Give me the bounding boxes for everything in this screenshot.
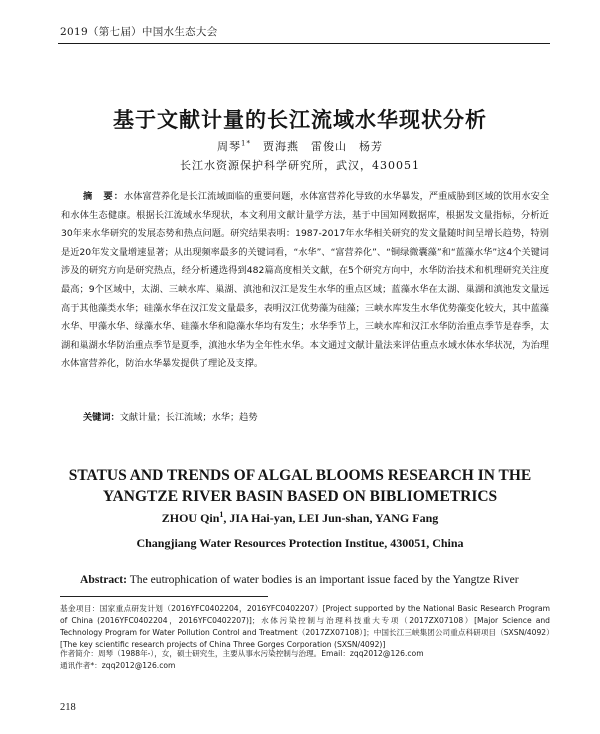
abstract-text-en: The eutrophication of water bodies is an important issue faced by the Yangtze River: [127, 573, 519, 586]
keywords-chinese: [61, 409, 549, 423]
footnote-author-bio: 作者简介：周琴（1988年-），女，硕士研究生，主要从事水污染控制与治理。Email：zqq2012@126.com: [60, 649, 424, 658]
affiliation-english: Changjiang Water Resources Protection Institue, 430051, China: [136, 536, 464, 550]
footnote-rule: [60, 596, 268, 597]
running-head: 2019（第七届）中国水生态大会: [60, 26, 218, 38]
keywords-label-cn: 关键词：: [83, 412, 120, 423]
title-chinese: 基于文献计量的长江流域水华现状分析: [113, 108, 487, 132]
authors-english: [0, 510, 600, 526]
title-english: [0, 466, 600, 507]
abstract-chinese: [61, 188, 549, 374]
title-en-line-1: STATUS AND TRENDS OF ALGAL BLOOMS RESEARCH IN THE: [68, 467, 532, 484]
authors-others-en: , JIA Hai-yan, LEI Jun-shan, YANG Fang: [223, 511, 439, 525]
page-number: 218: [60, 702, 76, 713]
authors-chinese: [0, 138, 600, 154]
author-mark-en: 1: [219, 510, 224, 519]
abstract-label-en: Abstract:: [80, 573, 128, 586]
footnote-corresponding: 通讯作者*：zqq2012@126.com: [60, 661, 176, 670]
author-first-en: ZHOU Qin: [161, 511, 220, 525]
affiliation-chinese: 长江水资源保护科学研究所，武汉，430051: [180, 159, 420, 172]
abstract-english: [61, 573, 561, 586]
author-first-cn: 周琴: [217, 140, 242, 153]
title-en-line-2: YANGTZE RIVER BASIN BASED ON BIBLIOMETRICS: [102, 487, 498, 505]
abstract-text-cn: 水体富营养化是长江流域面临的重要问题，水体富营养化导致的水华暴发，严重威胁到区域的饮用水安全和水体生态健康。根据长江流域水华现状，本文利用文献计量学方法，基于中国知网数据库，根据发文量指标，分析近30年来水华研究的发展态势和热点问题。研究结果表明：1987-2017年水华相关研究的发文量随时间呈增长趋势，特别是近20年发文量增速显著；从出现频率最多的关键词看，“水华”、“富营养化”、“铜绿微囊藻”和“蓝藻水华”这4个关键词涉及的研究方向是研究热点，经分析遴选得到482篇高度相关文献，在5个研究方向中，水华防治技术和机理研究关注度最高；9个区域中，太湖、三峡水库、巢湖、滇池和汉江是发生水华的重点区域；蓝藻水华在太湖、巢湖和滇池发文量远高于其他藻类水华；硅藻水华在汉江发文量最多，表明汉江优势藻为硅藻；三峡水库发生水华优势藻变化较大，其中蓝藻水华、甲藻水华、绿藻水华、硅藻水华和隐藻水华均有发生；水华季节上，三峡水库和汉江水华防治重点季节是春季，太湖和巢湖水华防治重点季节是夏季，滇池水华为全年性水华。本文通过文献计量法来评估重点水域水体水华状况，为治理水体富营养化，防治水华暴发提供了理论及支撑。: [61, 191, 550, 370]
abstract-label-cn: 摘 要：: [83, 191, 124, 202]
header-rule: [58, 43, 550, 44]
author-mark-cn: 1*: [241, 139, 251, 148]
footnote-funding: 基金项目：国家重点研发计划（2016YFC0402204，2016YFC0402207）[Project supported by the National Basic Research Program of China (2016YFC0402204，2016YFC0402207)]；水体污染控制与治理科技重大专项（2017ZX07108）[Major Science and Technology Program for Water Pollution Control and Treatment（2017ZX07108）]；中国长江三峡集团公司重点科研项目（SXSN/4092）[The key scientific research projects of China Three Gorges Corporation (SXSN/4092)]: [60, 604, 550, 649]
keywords-text-cn: 文献计量；长江流域；水华；趋势: [119, 412, 258, 423]
authors-others-cn: 贾海燕 雷俊山 杨芳: [262, 140, 383, 153]
